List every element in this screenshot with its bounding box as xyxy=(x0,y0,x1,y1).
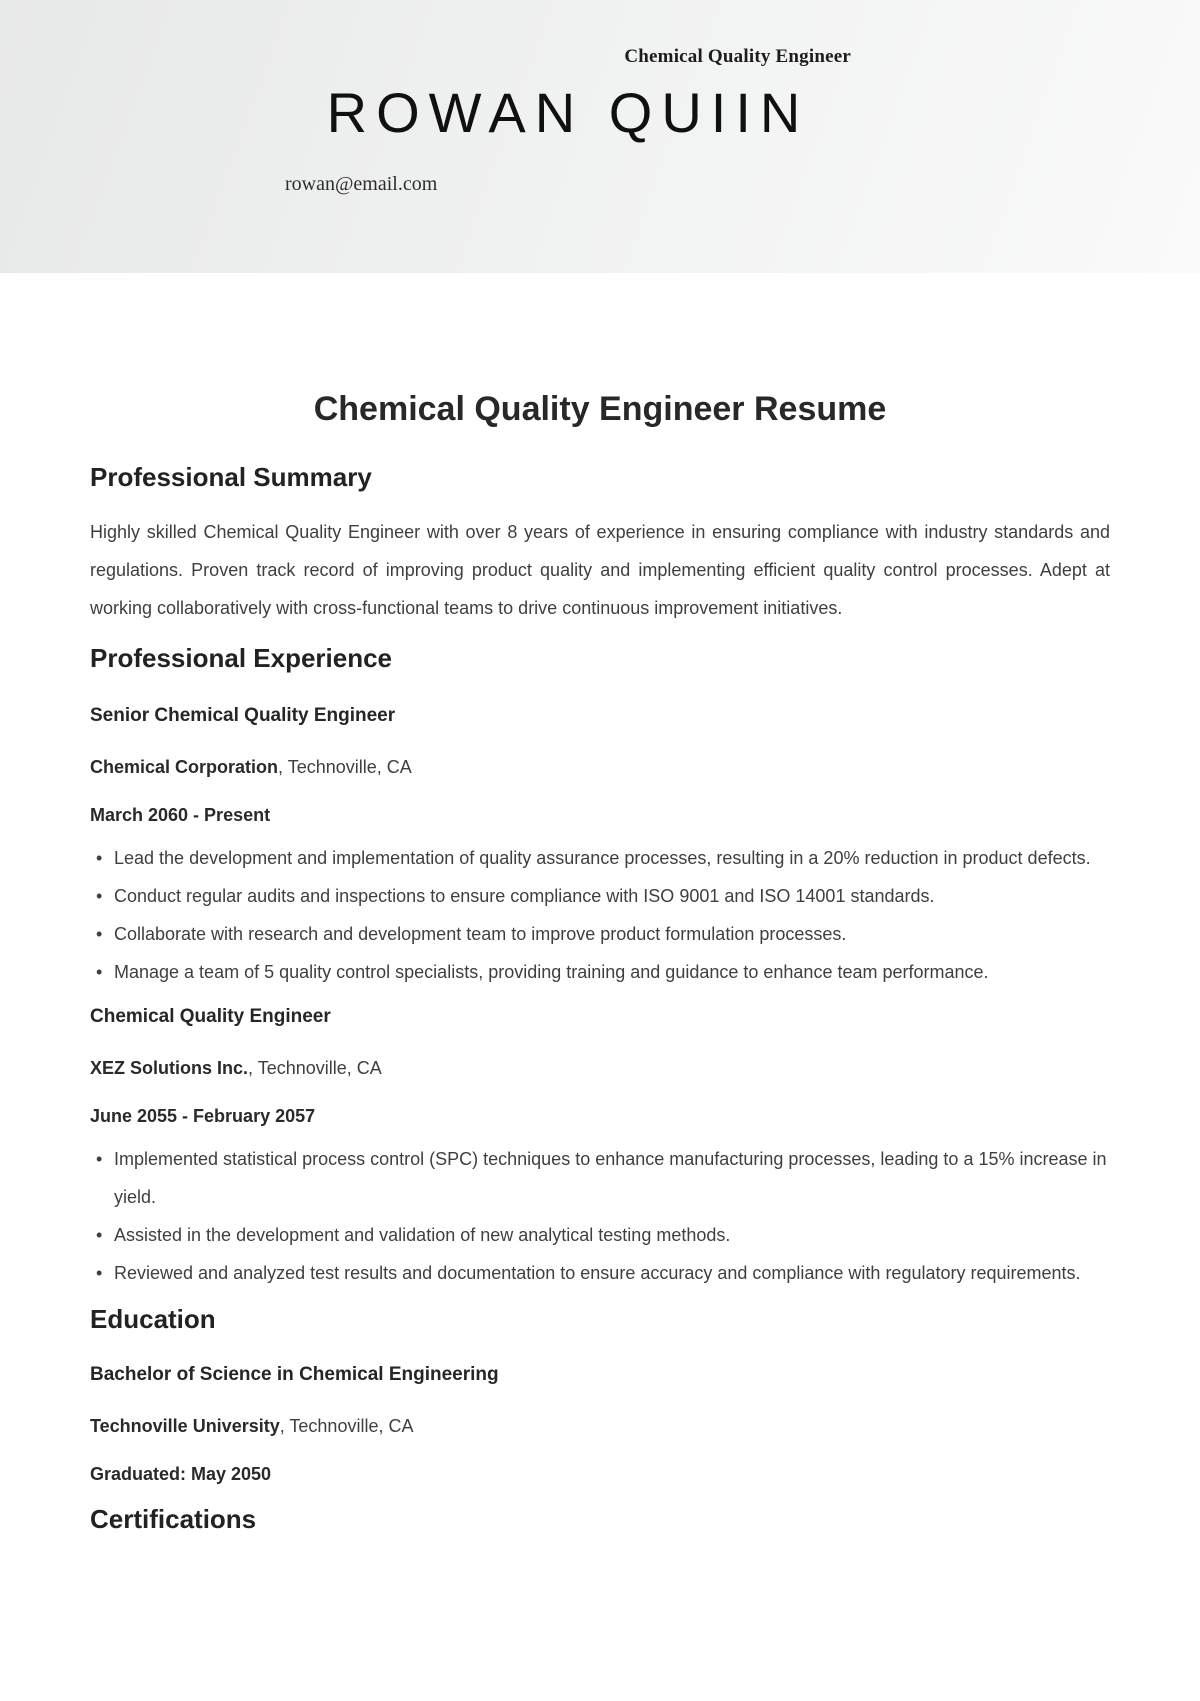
header-job-title: Chemical Quality Engineer xyxy=(624,46,851,67)
job-bullet-list xyxy=(90,1140,1110,1292)
header-inner xyxy=(285,0,851,196)
job-company-line xyxy=(90,756,1110,779)
person-name: ROWAN QUIIN xyxy=(326,81,810,144)
section-heading-education: Education xyxy=(90,1303,216,1334)
bullet-item: • Lead the development and implementation of quality assurance processes, resulting in a 20% reduction in product defects. xyxy=(90,839,1110,877)
company-name: XEZ Solutions Inc. xyxy=(90,1057,249,1078)
job-bullet-list xyxy=(90,839,1110,991)
section-heading-certifications: Certifications xyxy=(90,1503,257,1534)
resume-body xyxy=(0,273,1200,1535)
bullet-item: • Implemented statistical process control (SPC) techniques to enhance manufacturing processes, leading to a 15% increase in yield. xyxy=(90,1140,1110,1216)
document-title: Chemical Quality Engineer Resume xyxy=(313,390,887,428)
education-school-line xyxy=(90,1415,1110,1438)
company-location: , Technoville, CA xyxy=(248,1057,382,1078)
bullet-item: • Conduct regular audits and inspections to ensure compliance with ISO 9001 and ISO 14001 standards. xyxy=(90,877,1110,915)
bullet-item: • Assisted in the development and validation of new analytical testing methods. xyxy=(90,1216,1110,1254)
job-entry-2 xyxy=(90,1005,1110,1292)
resume-header xyxy=(0,0,1200,273)
bullet-item: • Reviewed and analyzed test results and documentation to ensure accuracy and compliance with regulatory requirements. xyxy=(90,1254,1110,1292)
job-title: Chemical Quality Engineer xyxy=(90,1005,331,1027)
job-title: Senior Chemical Quality Engineer xyxy=(90,705,396,727)
bullet-item: • Manage a team of 5 quality control specialists, providing training and guidance to enhance team performance. xyxy=(90,953,1110,991)
section-heading-experience: Professional Experience xyxy=(90,642,393,673)
education-graduated: Graduated: May 2050 xyxy=(90,1464,272,1485)
company-location: , Technoville, CA xyxy=(278,756,412,777)
job-company-line xyxy=(90,1057,1110,1080)
school-name: Technoville University xyxy=(90,1415,280,1436)
education-degree: Bachelor of Science in Chemical Engineering xyxy=(90,1363,499,1385)
summary-paragraph: Highly skilled Chemical Quality Engineer with over 8 years of experience in ensuring compliance with industry standards and regulations. Proven track record of improving product quality and implementing efficient quality control processes. Adept at working collaboratively with cross-functional teams to drive continuous improvement initiatives. xyxy=(90,521,1110,618)
job-entry-1 xyxy=(90,704,1110,991)
section-heading-summary: Professional Summary xyxy=(90,461,372,492)
company-name: Chemical Corporation xyxy=(90,756,279,777)
job-dates: June 2055 - February 2057 xyxy=(90,1106,316,1127)
email-text: rowan@email.com xyxy=(285,173,438,195)
job-dates: March 2060 - Present xyxy=(90,805,271,826)
school-location: , Technoville, CA xyxy=(279,1415,414,1436)
bullet-item: • Collaborate with research and development team to improve product formulation processes. xyxy=(90,915,1110,953)
